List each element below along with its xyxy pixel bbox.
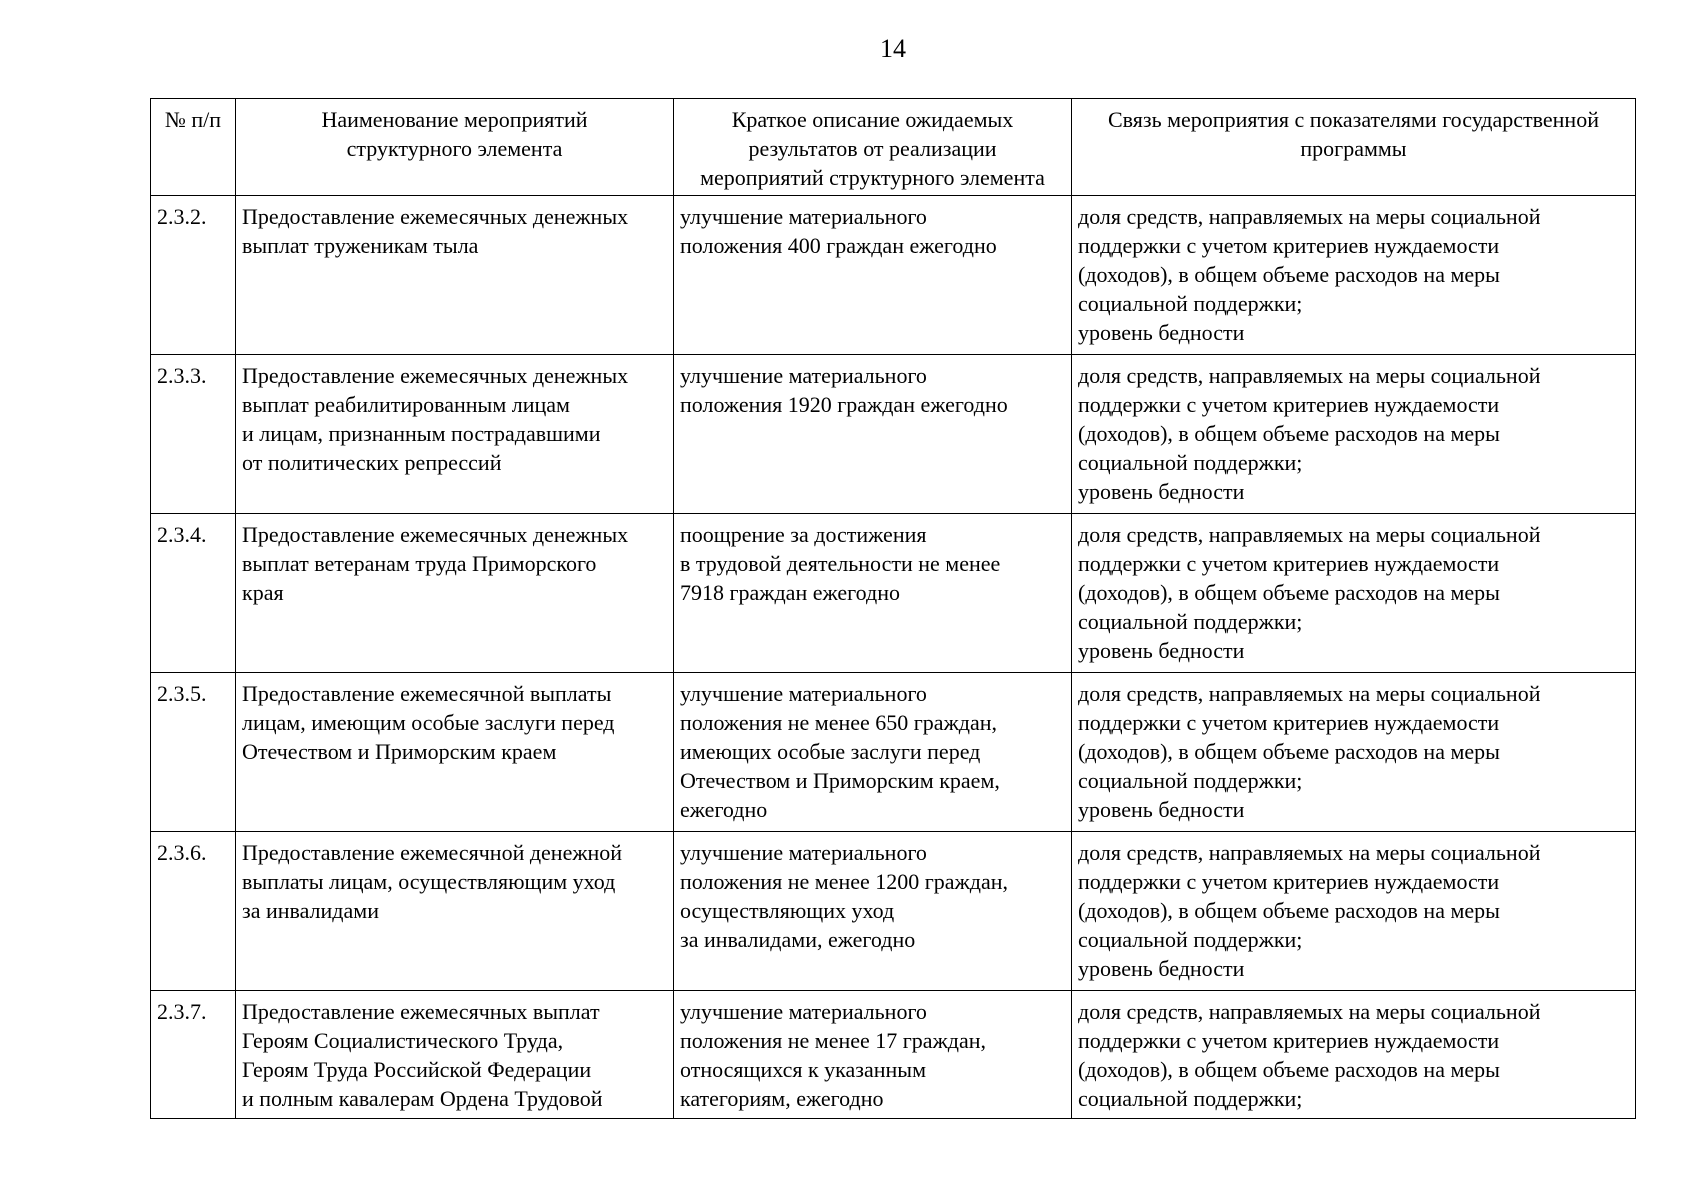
cell-text-line: уровень бедности bbox=[1078, 479, 1245, 504]
header-expected-results bbox=[674, 99, 1072, 196]
header-number bbox=[151, 99, 236, 196]
cell-text-line: Предоставление ежемесячных выплат bbox=[242, 999, 600, 1024]
cell-text-line: Героям Труда Российской Федерации bbox=[242, 1057, 592, 1082]
cell-number bbox=[151, 196, 236, 355]
cell-number bbox=[151, 355, 236, 514]
cell-text-line: выплат реабилитированным лицам bbox=[242, 392, 570, 417]
cell-text-line: имеющих особые заслуги перед bbox=[680, 739, 981, 764]
cell-text-line: в трудовой деятельности не менее bbox=[680, 551, 1001, 576]
cell-measure-name bbox=[236, 355, 674, 514]
cell-measure-name bbox=[236, 673, 674, 832]
cell-expected-result bbox=[674, 991, 1072, 1119]
cell-text-line: улучшение материального bbox=[680, 840, 927, 865]
cell-number bbox=[151, 673, 236, 832]
cell-text-line: за инвалидами, ежегодно bbox=[680, 927, 916, 952]
cell-text-line: улучшение материального bbox=[680, 999, 927, 1024]
cell-text-line: 2.3.6. bbox=[157, 840, 207, 865]
cell-number bbox=[151, 514, 236, 673]
header-measure-name bbox=[236, 99, 674, 196]
cell-text-line: 2.3.5. bbox=[157, 681, 207, 706]
cell-text-line: края bbox=[242, 580, 284, 605]
cell-text-line: Предоставление ежемесячной выплаты bbox=[242, 681, 612, 706]
header-line: Наименование мероприятий bbox=[321, 107, 588, 132]
cell-text-line: 2.3.2. bbox=[157, 204, 207, 229]
cell-text-line: относящихся к указанным bbox=[680, 1057, 927, 1082]
cell-expected-result bbox=[674, 514, 1072, 673]
cell-measure-name bbox=[236, 991, 674, 1119]
page-number: 14 bbox=[880, 34, 906, 63]
header-line: структурного элемента bbox=[346, 136, 563, 161]
cell-text-line: положения 1920 граждан ежегодно bbox=[680, 392, 1008, 417]
cell-text-line: положения не менее 17 граждан, bbox=[680, 1028, 987, 1053]
cell-expected-result bbox=[674, 832, 1072, 991]
cell-indicator-link bbox=[1072, 832, 1636, 991]
cell-text-line: (доходов), в общем объеме расходов на меры bbox=[1078, 262, 1500, 287]
table-row bbox=[151, 514, 1636, 673]
measures-table bbox=[150, 98, 1636, 1119]
cell-text-line: 2.3.3. bbox=[157, 363, 207, 388]
cell-text-line: поддержки с учетом критериев нуждаемости bbox=[1078, 392, 1500, 417]
cell-number bbox=[151, 832, 236, 991]
cell-text-line: положения 400 граждан ежегодно bbox=[680, 233, 997, 258]
cell-text-line: выплаты лицам, осуществляющим уход bbox=[242, 869, 616, 894]
table-row bbox=[151, 673, 1636, 832]
cell-text-line: доля средств, направляемых на меры социальной bbox=[1078, 363, 1541, 388]
cell-text-line: поощрение за достижения bbox=[680, 522, 927, 547]
cell-text-line: (доходов), в общем объеме расходов на меры bbox=[1078, 421, 1500, 446]
cell-text-line: улучшение материального bbox=[680, 363, 927, 388]
cell-text-line: доля средств, направляемых на меры социальной bbox=[1078, 999, 1541, 1024]
cell-text-line: Предоставление ежемесячных денежных bbox=[242, 522, 629, 547]
cell-indicator-link bbox=[1072, 514, 1636, 673]
table-row bbox=[151, 991, 1636, 1119]
cell-indicator-link bbox=[1072, 355, 1636, 514]
cell-text-line: ежегодно bbox=[680, 797, 768, 822]
cell-measure-name bbox=[236, 514, 674, 673]
cell-text-line: 7918 граждан ежегодно bbox=[680, 580, 900, 605]
table-row bbox=[151, 832, 1636, 991]
cell-text-line: уровень бедности bbox=[1078, 956, 1245, 981]
header-line: Краткое описание ожидаемых bbox=[731, 107, 1014, 132]
cell-text-line: уровень бедности bbox=[1078, 797, 1245, 822]
cell-text-line: и лицам, признанным пострадавшими bbox=[242, 421, 601, 446]
header-indicator-link bbox=[1072, 99, 1636, 196]
cell-text-line: социальной поддержки; bbox=[1078, 291, 1303, 316]
cell-text-line: поддержки с учетом критериев нуждаемости bbox=[1078, 551, 1500, 576]
cell-text-line: уровень бедности bbox=[1078, 638, 1245, 663]
cell-text-line: (доходов), в общем объеме расходов на меры bbox=[1078, 898, 1500, 923]
cell-text-line: социальной поддержки; bbox=[1078, 1086, 1303, 1111]
cell-text-line: уровень бедности bbox=[1078, 320, 1245, 345]
cell-text-line: 2.3.4. bbox=[157, 522, 207, 547]
cell-measure-name bbox=[236, 196, 674, 355]
cell-text-line: 2.3.7. bbox=[157, 999, 207, 1024]
cell-text-line: социальной поддержки; bbox=[1078, 609, 1303, 634]
cell-indicator-link bbox=[1072, 991, 1636, 1119]
cell-number bbox=[151, 991, 236, 1119]
cell-text-line: социальной поддержки; bbox=[1078, 927, 1303, 952]
cell-text-line: осуществляющих уход bbox=[680, 898, 895, 923]
cell-expected-result bbox=[674, 196, 1072, 355]
cell-text-line: социальной поддержки; bbox=[1078, 450, 1303, 475]
header-line: № п/п bbox=[164, 107, 222, 132]
cell-text-line: выплат труженикам тыла bbox=[242, 233, 479, 258]
cell-expected-result bbox=[674, 673, 1072, 832]
header-line: мероприятий структурного элемента bbox=[700, 165, 1045, 190]
cell-text-line: Предоставление ежемесячных денежных bbox=[242, 363, 629, 388]
cell-text-line: (доходов), в общем объеме расходов на меры bbox=[1078, 1057, 1500, 1082]
cell-text-line: Отечеством и Приморским краем, bbox=[680, 768, 1000, 793]
cell-text-line: Отечеством и Приморским краем bbox=[242, 739, 557, 764]
cell-text-line: социальной поддержки; bbox=[1078, 768, 1303, 793]
table-row bbox=[151, 355, 1636, 514]
cell-text-line: поддержки с учетом критериев нуждаемости bbox=[1078, 710, 1500, 735]
cell-text-line: улучшение материального bbox=[680, 681, 927, 706]
cell-text-line: от политических репрессий bbox=[242, 450, 502, 475]
cell-text-line: лицам, имеющим особые заслуги перед bbox=[242, 710, 615, 735]
cell-text-line: Героям Социалистического Труда, bbox=[242, 1028, 564, 1053]
cell-indicator-link bbox=[1072, 673, 1636, 832]
cell-expected-result bbox=[674, 355, 1072, 514]
cell-text-line: категориям, ежегодно bbox=[680, 1086, 884, 1111]
cell-text-line: доля средств, направляемых на меры социальной bbox=[1078, 522, 1541, 547]
table-header-row bbox=[151, 99, 1636, 196]
cell-text-line: за инвалидами bbox=[242, 898, 379, 923]
header-line: Связь мероприятия с показателями государственной bbox=[1108, 107, 1599, 132]
cell-measure-name bbox=[236, 832, 674, 991]
cell-text-line: выплат ветеранам труда Приморского bbox=[242, 551, 597, 576]
cell-text-line: и полным кавалерам Ордена Трудовой bbox=[242, 1086, 603, 1111]
cell-text-line: (доходов), в общем объеме расходов на меры bbox=[1078, 739, 1500, 764]
cell-indicator-link bbox=[1072, 196, 1636, 355]
header-line: программы bbox=[1300, 136, 1407, 161]
cell-text-line: положения не менее 1200 граждан, bbox=[680, 869, 1009, 894]
cell-text-line: положения не менее 650 граждан, bbox=[680, 710, 998, 735]
cell-text-line: доля средств, направляемых на меры социальной bbox=[1078, 204, 1541, 229]
cell-text-line: поддержки с учетом критериев нуждаемости bbox=[1078, 1028, 1500, 1053]
header-line: результатов от реализации bbox=[748, 136, 997, 161]
cell-text-line: доля средств, направляемых на меры социальной bbox=[1078, 840, 1541, 865]
cell-text-line: Предоставление ежемесячной денежной bbox=[242, 840, 623, 865]
cell-text-line: Предоставление ежемесячных денежных bbox=[242, 204, 629, 229]
cell-text-line: поддержки с учетом критериев нуждаемости bbox=[1078, 233, 1500, 258]
cell-text-line: поддержки с учетом критериев нуждаемости bbox=[1078, 869, 1500, 894]
table-row bbox=[151, 196, 1636, 355]
cell-text-line: доля средств, направляемых на меры социальной bbox=[1078, 681, 1541, 706]
cell-text-line: (доходов), в общем объеме расходов на меры bbox=[1078, 580, 1500, 605]
cell-text-line: улучшение материального bbox=[680, 204, 927, 229]
